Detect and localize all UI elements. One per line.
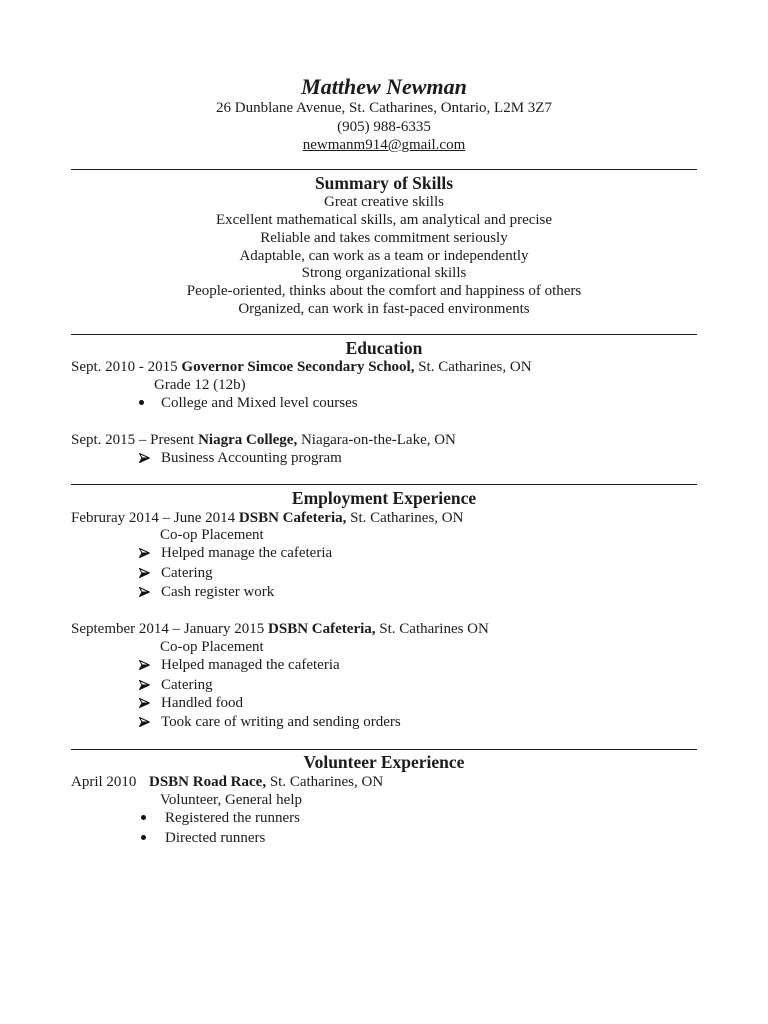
education-heading: Education: [345, 338, 423, 358]
duty-text: Catering: [161, 677, 213, 693]
arrowhead-bullet-icon: [139, 564, 161, 582]
round-bullet-icon: [141, 809, 165, 827]
volunteer-task: [141, 809, 300, 827]
entry-location: St. Catharines ON: [379, 621, 489, 637]
arrowhead-bullet-icon: [139, 694, 161, 712]
duty-text: Helped managed the cafeteria: [161, 657, 340, 673]
entry-dates: Sept. 2010 - 2015: [71, 359, 178, 375]
job-role: Co-op Placement: [160, 527, 264, 543]
employment-entry: [71, 509, 463, 527]
section-divider: [71, 334, 697, 335]
organization-name: DSBN Road Race,: [149, 774, 267, 790]
volunteer-entry: [71, 773, 383, 791]
task-text: Directed runners: [165, 830, 266, 846]
entry-location: St. Catharines, ON: [269, 774, 384, 790]
email-line: [0, 136, 768, 154]
bullet-text: College and Mixed level courses: [161, 395, 358, 411]
entry-location: St. Catharines, ON: [418, 359, 532, 375]
duty-text: Handled food: [161, 695, 244, 711]
section-divider: [71, 749, 697, 750]
duty-text: Catering: [161, 565, 213, 581]
arrowhead-bullet-icon: [139, 583, 161, 601]
employer-name: DSBN Cafeteria,: [268, 621, 376, 637]
arrowhead-bullet-icon: [139, 713, 161, 731]
duty-text: Helped manage the cafeteria: [161, 545, 333, 561]
arrowhead-bullet-icon: [139, 449, 161, 467]
skill-item: Organized, can work in fast-paced environments: [238, 301, 530, 317]
duty-item: [139, 694, 243, 712]
entry-location: St. Catharines, ON: [350, 510, 464, 526]
duty-item: [139, 713, 401, 731]
education-detail: Grade 12 (12b): [154, 377, 246, 393]
entry-dates: Februray 2014 – June 2014: [71, 510, 236, 526]
entry-dates: April 2010: [71, 774, 137, 790]
entry-dates: September 2014 – January 2015: [71, 621, 265, 637]
arrowhead-bullet-icon: [139, 656, 161, 674]
duty-item: [139, 564, 213, 582]
institution-name: Niagra College,: [198, 432, 298, 448]
employment-heading: Employment Experience: [291, 488, 477, 508]
education-bullet: [139, 394, 358, 412]
duty-text: Took care of writing and sending orders: [161, 714, 401, 730]
entry-dates: Sept. 2015 – Present: [71, 432, 195, 448]
volunteer-heading: Volunteer Experience: [303, 752, 465, 772]
task-text: Registered the runners: [165, 810, 300, 826]
skills-heading: Summary of Skills: [314, 173, 454, 193]
employer-name: DSBN Cafeteria,: [238, 510, 347, 526]
entry-location: Niagara-on-the-Lake, ON: [300, 432, 456, 448]
bullet-text: Business Accounting program: [161, 450, 342, 466]
arrowhead-bullet-icon: [139, 544, 161, 562]
duty-text: Cash register work: [161, 584, 275, 600]
skill-item: Adaptable, can work as a team or independently: [239, 248, 529, 264]
duty-item: [139, 583, 274, 601]
email-link[interactable]: newmanm914@gmail.com: [302, 137, 466, 153]
job-role: Co-op Placement: [160, 639, 264, 655]
volunteer-task: [141, 829, 265, 847]
duty-item: [139, 676, 213, 694]
round-bullet-icon: [139, 394, 161, 412]
skill-item: Great creative skills: [324, 194, 444, 210]
volunteer-role: Volunteer, General help: [160, 792, 302, 808]
duty-item: [139, 544, 332, 562]
employment-entry: [71, 620, 489, 638]
education-entry: [71, 431, 456, 449]
arrowhead-bullet-icon: [139, 676, 161, 694]
education-bullet: [139, 449, 342, 467]
duty-item: [139, 656, 340, 674]
round-bullet-icon: [141, 829, 165, 847]
section-divider: [71, 484, 697, 485]
institution-name: Governor Simcoe Secondary School,: [181, 359, 415, 375]
education-entry: [71, 358, 532, 376]
skill-item: Strong organizational skills: [301, 265, 467, 281]
address: 26 Dunblane Avenue, St. Catharines, Ontario, L2M 3Z7: [216, 100, 552, 116]
phone-number: (905) 988-6335: [337, 119, 431, 135]
skill-item: People-oriented, thinks about the comfort and happiness of others: [186, 283, 582, 299]
section-divider: [71, 169, 697, 170]
candidate-name: Matthew Newman: [301, 74, 467, 99]
skill-item: Reliable and takes commitment seriously: [260, 230, 508, 246]
skill-item: Excellent mathematical skills, am analytical and precise: [215, 212, 553, 228]
